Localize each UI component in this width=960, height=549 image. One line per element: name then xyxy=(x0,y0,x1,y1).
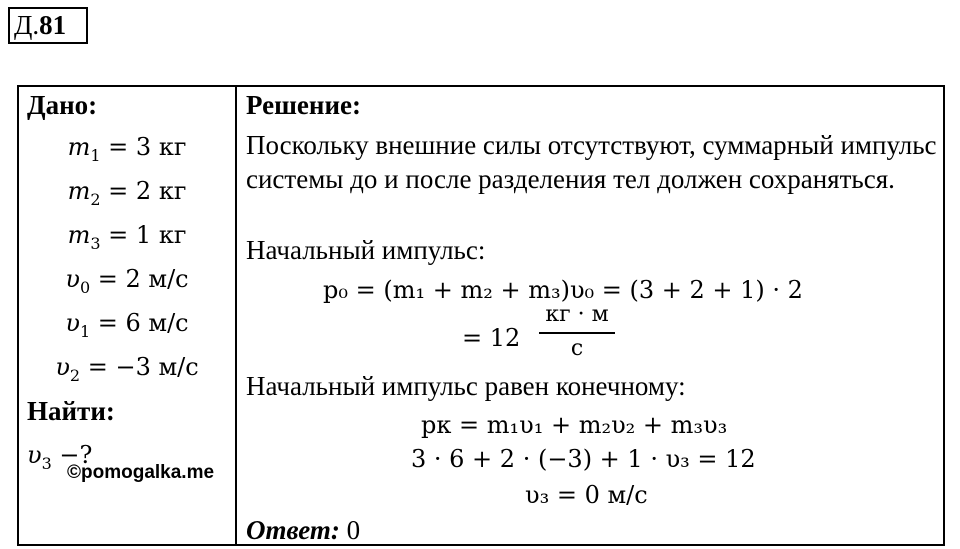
solution-paragraph: Поскольку внешние силы отсутствуют, суммарный импульс системы до и после разделения тел должен сохраняться. xyxy=(246,130,937,194)
find-target: $\upsilon_3$ −? xyxy=(27,441,93,473)
given-m3: $m_3 = 1$ кг xyxy=(67,221,187,253)
answer xyxy=(246,515,360,546)
equation-result: υ₃ = 0 м/с xyxy=(525,481,648,509)
unit-numerator: кг · м xyxy=(545,302,609,327)
fraction-bar xyxy=(539,332,615,334)
equation-final-momentum: pк = m₁υ₁ + m₂υ₂ + m₃υ₃ xyxy=(421,411,728,439)
given-v0: $\upsilon_0 = 2$ м/с xyxy=(65,265,189,297)
watermark: ©pomogalka.me xyxy=(67,462,215,483)
task-number: 81 xyxy=(39,10,67,40)
answer-value: 0 xyxy=(339,515,361,545)
given-v1: $\upsilon_1 = 6$ м/с xyxy=(65,309,189,341)
solution-table xyxy=(17,85,945,546)
task-prefix: Д. xyxy=(14,10,40,40)
equation-numeric: 3 · 6 + 2 · (−3) + 1 · υ₃ = 12 xyxy=(411,445,756,473)
task-number-box xyxy=(8,7,88,44)
solution-column xyxy=(237,87,943,544)
given-m1: $m_1 = 3$ кг xyxy=(67,133,187,165)
unit-denominator: с xyxy=(570,336,584,361)
equation-initial-momentum: p₀ = (m₁ + m₂ + m₃)υ₀ = (3 + 2 + 1) · 2 xyxy=(323,276,803,304)
equation-initial-momentum-result: = 12 xyxy=(462,324,521,352)
given-v2: $\upsilon_2 = -3$ м/с xyxy=(55,353,199,385)
solution-header: Решение: xyxy=(246,90,361,120)
equality-label: Начальный импульс равен конечному: xyxy=(246,371,686,401)
initial-momentum-label: Начальный импульс: xyxy=(246,235,486,265)
given-header: Дано: xyxy=(27,90,98,120)
find-header: Найти: xyxy=(27,396,115,426)
answer-label: Ответ: xyxy=(246,515,340,545)
given-column xyxy=(19,87,235,544)
given-m2: $m_2 = 2$ кг xyxy=(67,177,187,209)
